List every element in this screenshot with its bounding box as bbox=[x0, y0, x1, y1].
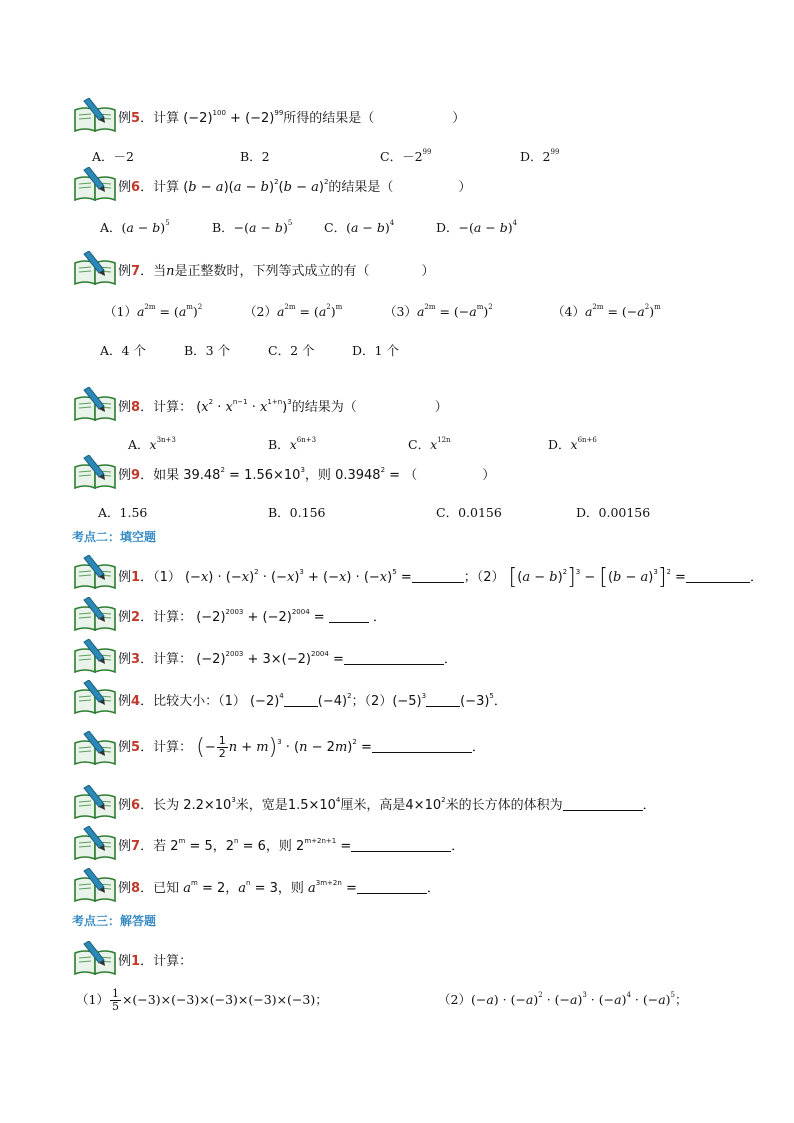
fill-question-4: 例4．比较大小：（1） $(-2)^4$ $(-4)^2$；$(2)(-5)^3$ $(-3)^5$． bbox=[118, 692, 507, 709]
fill-question-2: 例2．计算： $(-2)^{2003} + (-2)^{2004}$ = ． bbox=[118, 608, 386, 625]
mc-question-6: 例6．计算 $(b - a)(a - b)^2(b - a)^2$的结果是（ ） bbox=[118, 178, 472, 195]
fill-question-8: 例8．已知 $a^m = 2$，$a^n = 3$，则 $a^{3m+2n}$ = ． bbox=[118, 879, 440, 896]
answer-blank[interactable] bbox=[344, 652, 444, 665]
option-c: C．$(a - b)^4$ bbox=[324, 219, 395, 235]
answer-part-2: $(2)(-a) \cdot (-a)^2 \cdot (-a)^3 \cdot (-a)^4 \cdot (-a)^5$； bbox=[438, 991, 688, 1007]
option-c: C．$-2^{99}$ bbox=[380, 148, 432, 164]
statement-1: $(1)a^{2m} = (a^m)^2$ bbox=[104, 303, 203, 319]
book-pencil-icon bbox=[72, 555, 118, 589]
answer-blank[interactable] bbox=[351, 839, 451, 852]
answer-blank[interactable] bbox=[426, 694, 460, 707]
option-b: B．0.156 bbox=[268, 505, 326, 520]
book-pencil-icon bbox=[72, 941, 118, 975]
answer-question-1: 例1．计算： bbox=[118, 954, 193, 969]
book-pencil-icon bbox=[72, 785, 118, 819]
option-a: A．1.56 bbox=[98, 505, 148, 520]
answer-blank[interactable] bbox=[329, 610, 369, 623]
book-pencil-icon bbox=[72, 387, 118, 421]
answer-blank[interactable] bbox=[686, 570, 750, 583]
book-pencil-icon bbox=[72, 868, 118, 902]
option-c: C．$x^{12n}$ bbox=[408, 436, 451, 452]
book-pencil-icon bbox=[72, 251, 118, 285]
option-a: A．$x^{3n+3}$ bbox=[128, 436, 176, 452]
answer-blank[interactable] bbox=[284, 694, 318, 707]
book-pencil-icon bbox=[72, 826, 118, 860]
statement-3: $(3)a^{2m} = (-a^m)^2$ bbox=[384, 303, 493, 319]
section-heading-answer: 考点三：解答题 bbox=[72, 914, 157, 928]
option-b: B．3 个 bbox=[184, 343, 231, 358]
statement-4: $(4)a^{2m} = (-a^2)^m$ bbox=[552, 303, 661, 319]
option-b: B．$x^{6n+3}$ bbox=[268, 436, 317, 452]
option-b: B．2 bbox=[240, 149, 270, 164]
fill-question-5: 例5．计算： (− $\frac{1}{2}$ $n + m)^3 \cdot (n - 2m)^2$ = ． bbox=[118, 734, 485, 760]
answer-blank[interactable] bbox=[372, 740, 472, 753]
book-pencil-icon bbox=[72, 680, 118, 714]
mc-question-7: 例7．当n是正整数时，下列等式成立的有（ ） bbox=[118, 264, 435, 279]
answer-blank[interactable] bbox=[412, 570, 464, 583]
option-d: D．1 个 bbox=[352, 343, 399, 358]
book-pencil-icon bbox=[72, 167, 118, 201]
option-d: D．0.00156 bbox=[576, 505, 651, 520]
book-pencil-icon bbox=[72, 455, 118, 489]
answer-part-1: （1） $\frac{1}{5}$ ×(−3)×(−3)×(−3)×(−3)×(−3)； bbox=[76, 987, 328, 1013]
fill-question-1: 例1．（1） $(-x) \cdot (-x)^2 \cdot (-x)^3 + (-x) \cdot (-x)^5$ = ；（2） $[(a - b)^2]^3 - [(b - a)^3]^2$ = ． bbox=[118, 565, 763, 590]
option-b: B．$-(a - b)^5$ bbox=[212, 219, 293, 235]
fill-question-3: 例3．计算： $(-2)^{2003} + 3\times(-2)^{2004}$ = ． bbox=[118, 650, 457, 667]
fill-question-6: 例6．长为 $2.2\times 10^3$米，宽是$1.5\times 10^4$厘米，高是$4\times 10^2$米的长方体的体积为 ． bbox=[118, 796, 656, 813]
option-a: A．－2 bbox=[92, 149, 134, 164]
option-d: D．$x^{6n+6}$ bbox=[548, 436, 597, 452]
mc-question-5: 例5．计算 $(-2)^{100} + (-2)^{99}$所得的结果是（ ） bbox=[118, 109, 466, 126]
option-a: A．$(a - b)^5$ bbox=[100, 219, 170, 235]
option-d: D．$-(a - b)^4$ bbox=[436, 219, 518, 235]
option-c: C．0.0156 bbox=[436, 505, 502, 520]
answer-blank[interactable] bbox=[563, 798, 643, 811]
option-c: C．2 个 bbox=[268, 343, 315, 358]
book-pencil-icon bbox=[72, 639, 118, 673]
option-a: A．4 个 bbox=[100, 343, 146, 358]
book-pencil-icon bbox=[72, 731, 118, 765]
section-heading-fill: 考点二：填空题 bbox=[72, 530, 157, 544]
answer-blank[interactable] bbox=[357, 881, 427, 894]
book-pencil-icon bbox=[72, 597, 118, 631]
statement-2: $(2)a^{2m} = (a^2)^m$ bbox=[244, 303, 343, 319]
fill-question-7: 例7．若 $2^m = 5$，$2^n = 6$，则 $2^{m+2n+1}$ = ． bbox=[118, 837, 465, 854]
option-d: D．$2^{99}$ bbox=[520, 148, 560, 164]
mc-question-9: 例9．如果 $39.48^2 = 1.56\times 10^3$，则 $0.3948^2$ = （ ） bbox=[118, 466, 496, 483]
mc-question-8: 例8．计算： $(x^2 \cdot x^{n-1} \cdot x^{1+n})^3$的结果为（ ） bbox=[118, 398, 448, 415]
book-pencil-icon bbox=[72, 98, 118, 132]
